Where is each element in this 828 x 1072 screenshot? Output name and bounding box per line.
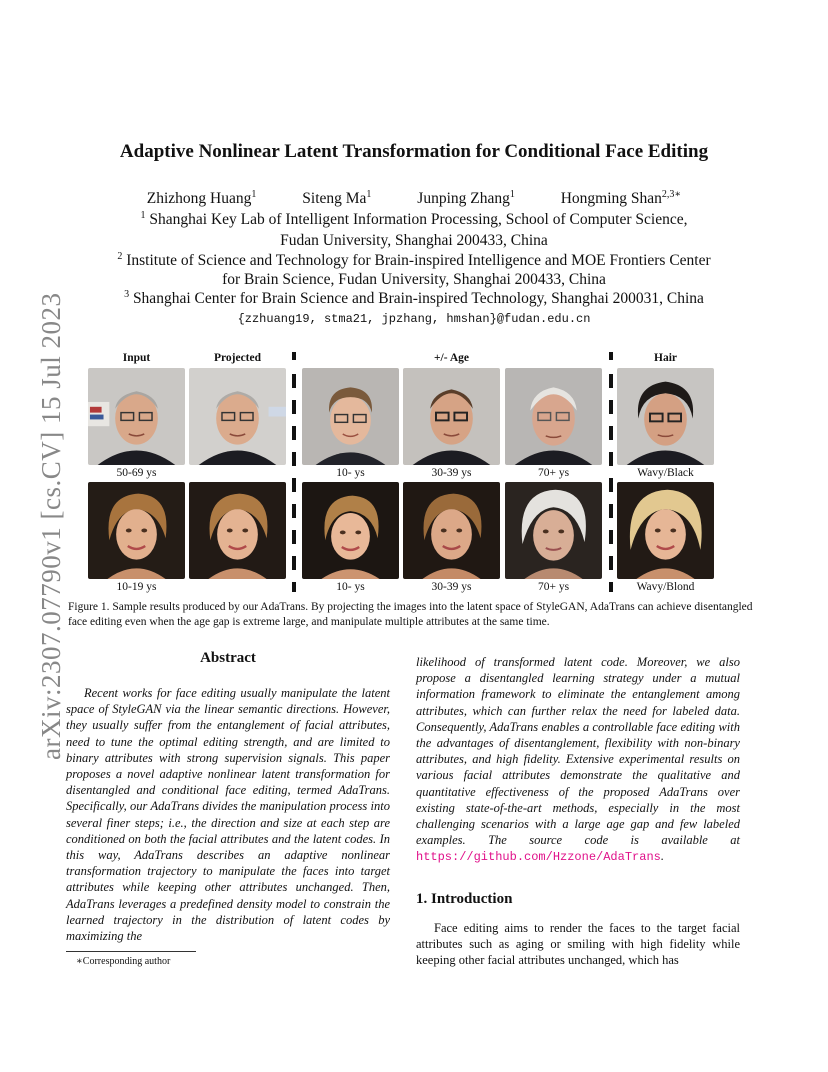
separator-dash: [292, 400, 296, 414]
label-input-age-row1: 50-69 ys: [116, 467, 157, 479]
affiliation-2-cont: for Brain Science, Fudan University, Shanghai 200433, China: [222, 271, 606, 288]
footnote-rule: [66, 951, 196, 952]
face-image-hair-row1: [617, 368, 714, 465]
separator-dash: [292, 452, 296, 466]
label-input-age-row2: 10-19 ys: [116, 581, 157, 593]
abstract-heading: Abstract: [200, 650, 256, 666]
col-header-input: Input: [122, 352, 151, 364]
introduction-heading: 1. Introduction: [416, 891, 513, 907]
separator-dash: [609, 352, 613, 360]
author: Hongming Shan$^{2,3∗}$: [560, 188, 682, 207]
footnote: ∗Corresponding author: [76, 956, 171, 967]
face-image-projected-row1: [189, 368, 286, 465]
separator-dash: [609, 504, 613, 518]
abstract-continued-text: likelihood of transformed latent code. Moreover, we also propose a disentangled learning strategy under a mutual information framework to eliminate the entanglement among attributes, which can further relax the need for labeled data. Consequently, AdaTrans enables a controllable face editing with the advantages of disentanglement, flexibility with non-binary attributes, and high fidelity. Extensive experimental results on various facial attributes demonstrate the qualitative and quantitative effectiveness of the proposed AdaTrans over existing state-of-the-art methods, especially in the most challenging scenarios with a large age gap and few labeled examples. The source code is available at: [416, 655, 740, 848]
abstract-continued: likelihood of transformed latent code. Moreover, we also propose a disentangled learning strategy under a mutual information framework to eliminate the entanglement among attributes, which can further relax the need for labeled data. Consequently, AdaTrans enables a controllable face editing with the advantages of disentanglement, flexibility with non-binary attributes, and high fidelity. Extensive experimental results on various facial attributes demonstrate the qualitative and quantitative effectiveness of the proposed AdaTrans over existing state-of-the-art methods, especially in the most challenging scenarios with a large age gap and few labeled examples. The source code is available at https://github.com/Hzzone/AdaTrans.: [416, 655, 740, 865]
affiliation-1: $^1$ Shanghai Key Lab of Intelligent Information Processing, School of Computer Science,: [140, 209, 688, 228]
introduction-text: Face editing aims to render the faces to the target facial attributes such as aging or smiling with high fidelity while keeping other facial attributes unchanged, which has: [416, 921, 740, 968]
label-hair-row2: Wavy/Blond: [636, 581, 695, 593]
face-image-hair-row2: [617, 482, 714, 579]
source-code-link[interactable]: https://github.com/Hzzone/AdaTrans: [416, 850, 661, 865]
arxiv-sidebar-id: arXiv:2307.07790v1 [cs.CV] 15 Jul 2023: [36, 292, 66, 760]
separator-dash: [609, 478, 613, 492]
col-header-hair: Hair: [654, 352, 677, 364]
affiliation-1-cont: Fudan University, Shanghai 200433, China: [280, 232, 548, 249]
separator-dash: [292, 504, 296, 518]
face-image-age-young-row1: [302, 368, 399, 465]
separator-dash: [292, 352, 296, 360]
col-header-age: +/- Age: [434, 352, 469, 364]
introduction-body: [416, 920, 740, 969]
face-image-input-row2: [88, 482, 185, 579]
label-hair-row1: Wavy/Black: [637, 467, 694, 479]
separator-dash: [609, 452, 613, 466]
author: Junping Zhang$^1$: [417, 188, 515, 207]
abstract-text: Recent works for face editing usually manipulate the latent space of StyleGAN via the linear semantic directions. However, they usually suffer from the entanglement of facial attributes, need to tune the optimal editing strength, and are limited to binary attributes with strong supervision signals. This paper proposes a novel adaptive nonlinear latent transformation for disentangled and conditional face editing, termed AdaTrans. Specifically, our AdaTrans divides the manipulation process into several finer steps; i.e., the direction and size at each step are conditioned on both the facial attributes and the latent codes. In this way, AdaTrans describes an adaptive nonlinear transformation trajectory to manipulate the faces into target attributes while keeping other attributes unchanged. Then, AdaTrans leverages a predefined density model to constrain the learned trajectory in the distribution of latent codes by maximizing the: [66, 686, 390, 944]
separator-dash: [292, 426, 296, 440]
label-age1-row1: 10- ys: [336, 467, 365, 479]
label-age2-row2: 30-39 ys: [431, 581, 472, 593]
face-image-age-old-row1: [505, 368, 602, 465]
separator-dash: [609, 374, 613, 388]
separator-dash: [292, 478, 296, 492]
col-header-projected: Projected: [213, 352, 262, 364]
face-image-age-mid-row2: [403, 482, 500, 579]
separator-dash: [609, 530, 613, 544]
separator-dash: [292, 556, 296, 570]
abstract-body: [66, 685, 390, 944]
separator-dash: [609, 426, 613, 440]
separator-dash: [292, 374, 296, 388]
affiliation-3: $^3$ Shanghai Center for Brain Science and Brain-inspired Technology, Shanghai 200031, China: [124, 288, 704, 307]
face-image-age-mid-row1: [403, 368, 500, 465]
label-age2-row1: 30-39 ys: [431, 467, 472, 479]
separator-dash: [292, 530, 296, 544]
separator-dash: [292, 582, 296, 592]
figure-caption: Figure 1. Sample results produced by our AdaTrans. By projecting the images into the latent space of StyleGAN, AdaTrans can achieve disentangled face editing even when the age gap is extreme large, and manipulate multiple attributes at the same time.: [68, 601, 753, 628]
paper-title: Adaptive Nonlinear Latent Transformation for Conditional Face Editing: [119, 141, 709, 162]
label-age3-row1: 70+ ys: [537, 467, 570, 479]
label-age3-row2: 70+ ys: [537, 581, 570, 593]
label-age1-row2: 10- ys: [336, 581, 365, 593]
author-email: {zzhuang19, stma21, jpzhang, hmshan}@fudan.edu.cn: [237, 312, 591, 326]
face-image-projected-row2: [189, 482, 286, 579]
separator-dash: [609, 582, 613, 592]
author-list: [0, 190, 828, 208]
author: Siteng Ma$^1$: [302, 188, 372, 207]
face-image-age-old-row2: [505, 482, 602, 579]
affiliation-2: $^2$ Institute of Science and Technology for Brain-inspired Intelligence and MOE Frontiers Center: [117, 250, 711, 269]
face-image-input-row1: [88, 368, 185, 465]
face-image-age-young-row2: [302, 482, 399, 579]
separator-dash: [609, 400, 613, 414]
separator-dash: [609, 556, 613, 570]
author: Zhizhong Huang$^1$: [146, 188, 257, 207]
